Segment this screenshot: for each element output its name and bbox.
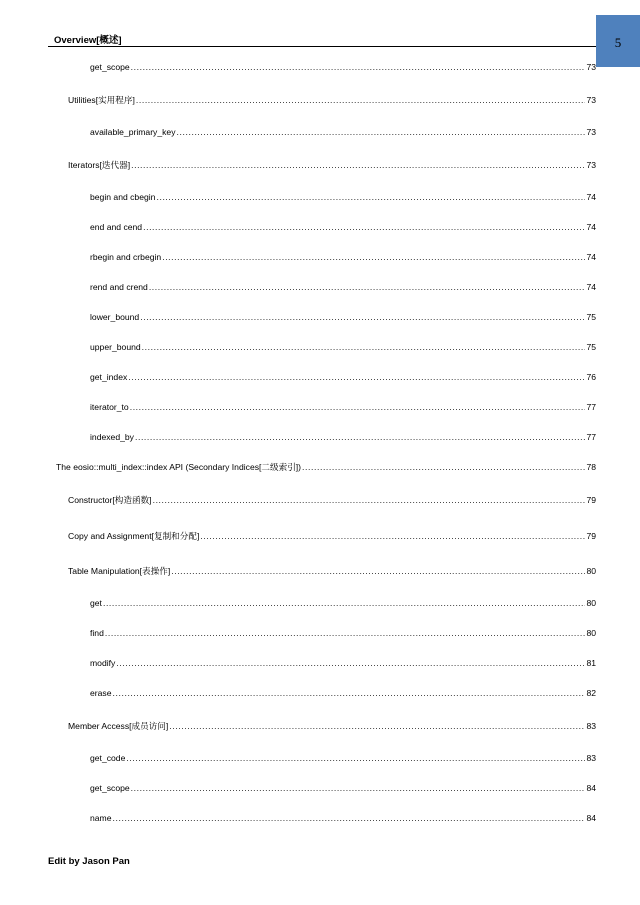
toc-entry-page: 73 [586, 62, 596, 72]
toc-entry[interactable] [90, 813, 596, 824]
toc-dot-leader [113, 688, 586, 699]
toc-dot-leader [128, 372, 585, 383]
toc-dot-leader [131, 783, 586, 794]
toc-entry-page: 74 [586, 192, 596, 202]
toc-dot-leader [200, 531, 585, 542]
toc-dot-leader [143, 222, 585, 233]
toc-entry-page: 78 [586, 462, 596, 472]
toc-entry[interactable] [90, 402, 596, 413]
toc-entry[interactable] [90, 783, 596, 794]
toc-entry[interactable] [90, 282, 596, 293]
toc-entry[interactable] [90, 62, 596, 73]
toc-dot-leader [116, 658, 585, 669]
toc-entry-title: Copy and Assignment[复制和分配] [68, 531, 200, 541]
toc-entry[interactable] [68, 721, 596, 732]
toc-entry-page: 73 [586, 160, 596, 170]
toc-entry-title: available_primary_key [90, 127, 176, 137]
toc-entry-page: 73 [586, 127, 596, 137]
toc-entry-title: get [90, 598, 102, 608]
toc-entry-title: upper_bound [90, 342, 141, 352]
toc-dot-leader [131, 160, 585, 171]
toc-entry-page: 80 [586, 598, 596, 608]
toc-entry-title: Constructor[构造函数] [68, 495, 152, 505]
toc-dot-leader [302, 462, 585, 473]
toc-entry-page: 77 [586, 432, 596, 442]
toc-dot-leader [126, 753, 585, 764]
toc-dot-leader [171, 566, 585, 577]
toc-entry-title: Member Access[成员访问] [68, 721, 169, 731]
toc-entry[interactable] [68, 95, 596, 106]
toc-dot-leader [103, 598, 585, 609]
toc-entry[interactable] [90, 312, 596, 323]
toc-dot-leader [153, 495, 586, 506]
toc-entry-title: iterator_to [90, 402, 129, 412]
toc-entry[interactable] [90, 753, 596, 764]
toc-entry[interactable] [90, 127, 596, 138]
toc-entry[interactable] [68, 566, 596, 577]
page-number: 5 [614, 35, 622, 50]
toc-entry-title: indexed_by [90, 432, 134, 442]
toc-dot-leader [135, 432, 585, 443]
toc-entry-title: rbegin and crbegin [90, 252, 162, 262]
toc-entry-title: name [90, 813, 112, 823]
toc-entry[interactable] [68, 531, 596, 542]
toc-entry[interactable] [90, 252, 596, 263]
toc-entry-page: 74 [586, 222, 596, 232]
toc-entry-page: 83 [586, 753, 596, 763]
toc-dot-leader [140, 312, 585, 323]
toc-entry[interactable] [90, 342, 596, 353]
toc-dot-leader [156, 192, 585, 203]
toc-dot-leader [136, 95, 586, 106]
toc-entry-page: 75 [586, 312, 596, 322]
toc-dot-leader [169, 721, 585, 732]
toc-entry-title: lower_bound [90, 312, 140, 322]
toc-entry-title: get_code [90, 753, 126, 763]
toc-entry-page: 79 [586, 531, 596, 541]
toc-entry-title: modify [90, 658, 116, 668]
toc-entry-title: Utilities[实用程序] [68, 95, 135, 105]
toc-dot-leader [131, 62, 586, 73]
toc-entry-title: Table Manipulation[表操作] [68, 566, 171, 576]
toc-entry[interactable] [90, 658, 596, 669]
toc-entry-page: 80 [586, 628, 596, 638]
toc-dot-leader [130, 402, 586, 413]
toc-entry-page: 74 [586, 252, 596, 262]
toc-entry[interactable] [90, 222, 596, 233]
toc-entry-title: The eosio::multi_index::index API (Secondary Indices[二级索引]) [56, 462, 302, 472]
toc-entry[interactable] [56, 462, 596, 473]
toc-dot-leader [142, 342, 586, 353]
toc-entry-title: end and cend [90, 222, 143, 232]
toc-entry[interactable] [90, 192, 596, 203]
toc-entry-page: 74 [586, 282, 596, 292]
toc-entry-page: 73 [586, 95, 596, 105]
footer-credit: Edit by Jason Pan [48, 856, 130, 867]
toc-entry-page: 76 [586, 372, 596, 382]
toc-entry-page: 84 [586, 783, 596, 793]
toc-entry[interactable] [90, 432, 596, 443]
toc-entry-page: 83 [586, 721, 596, 731]
toc-entry-title: begin and cbegin [90, 192, 156, 202]
toc-entry-title: get_scope [90, 783, 130, 793]
toc-entry-page: 79 [586, 495, 596, 505]
toc-dot-leader [105, 628, 586, 639]
toc-entry[interactable] [90, 688, 596, 699]
toc-entry[interactable] [68, 495, 596, 506]
toc-entry-page: 84 [586, 813, 596, 823]
toc-entry-page: 77 [586, 402, 596, 412]
toc-entry-title: rend and crend [90, 282, 148, 292]
toc-entry[interactable] [90, 628, 596, 639]
toc-entry-title: find [90, 628, 104, 638]
toc-entry[interactable] [90, 598, 596, 609]
running-header-title: Overview[概述] [54, 35, 122, 46]
toc-entry-title: get_index [90, 372, 128, 382]
toc-entry[interactable] [90, 372, 596, 383]
toc-dot-leader [177, 127, 586, 138]
toc-entry-page: 80 [586, 566, 596, 576]
toc-entry-title: erase [90, 688, 112, 698]
toc-dot-leader [113, 813, 586, 824]
toc-entry-page: 82 [586, 688, 596, 698]
toc-entry-page: 81 [586, 658, 596, 668]
toc-entry-page: 75 [586, 342, 596, 352]
toc-entry-title: Iterators[迭代器] [68, 160, 131, 170]
toc-dot-leader [149, 282, 586, 293]
toc-entry[interactable] [68, 160, 596, 171]
toc-dot-leader [162, 252, 585, 263]
toc-entry-title: get_scope [90, 62, 130, 72]
